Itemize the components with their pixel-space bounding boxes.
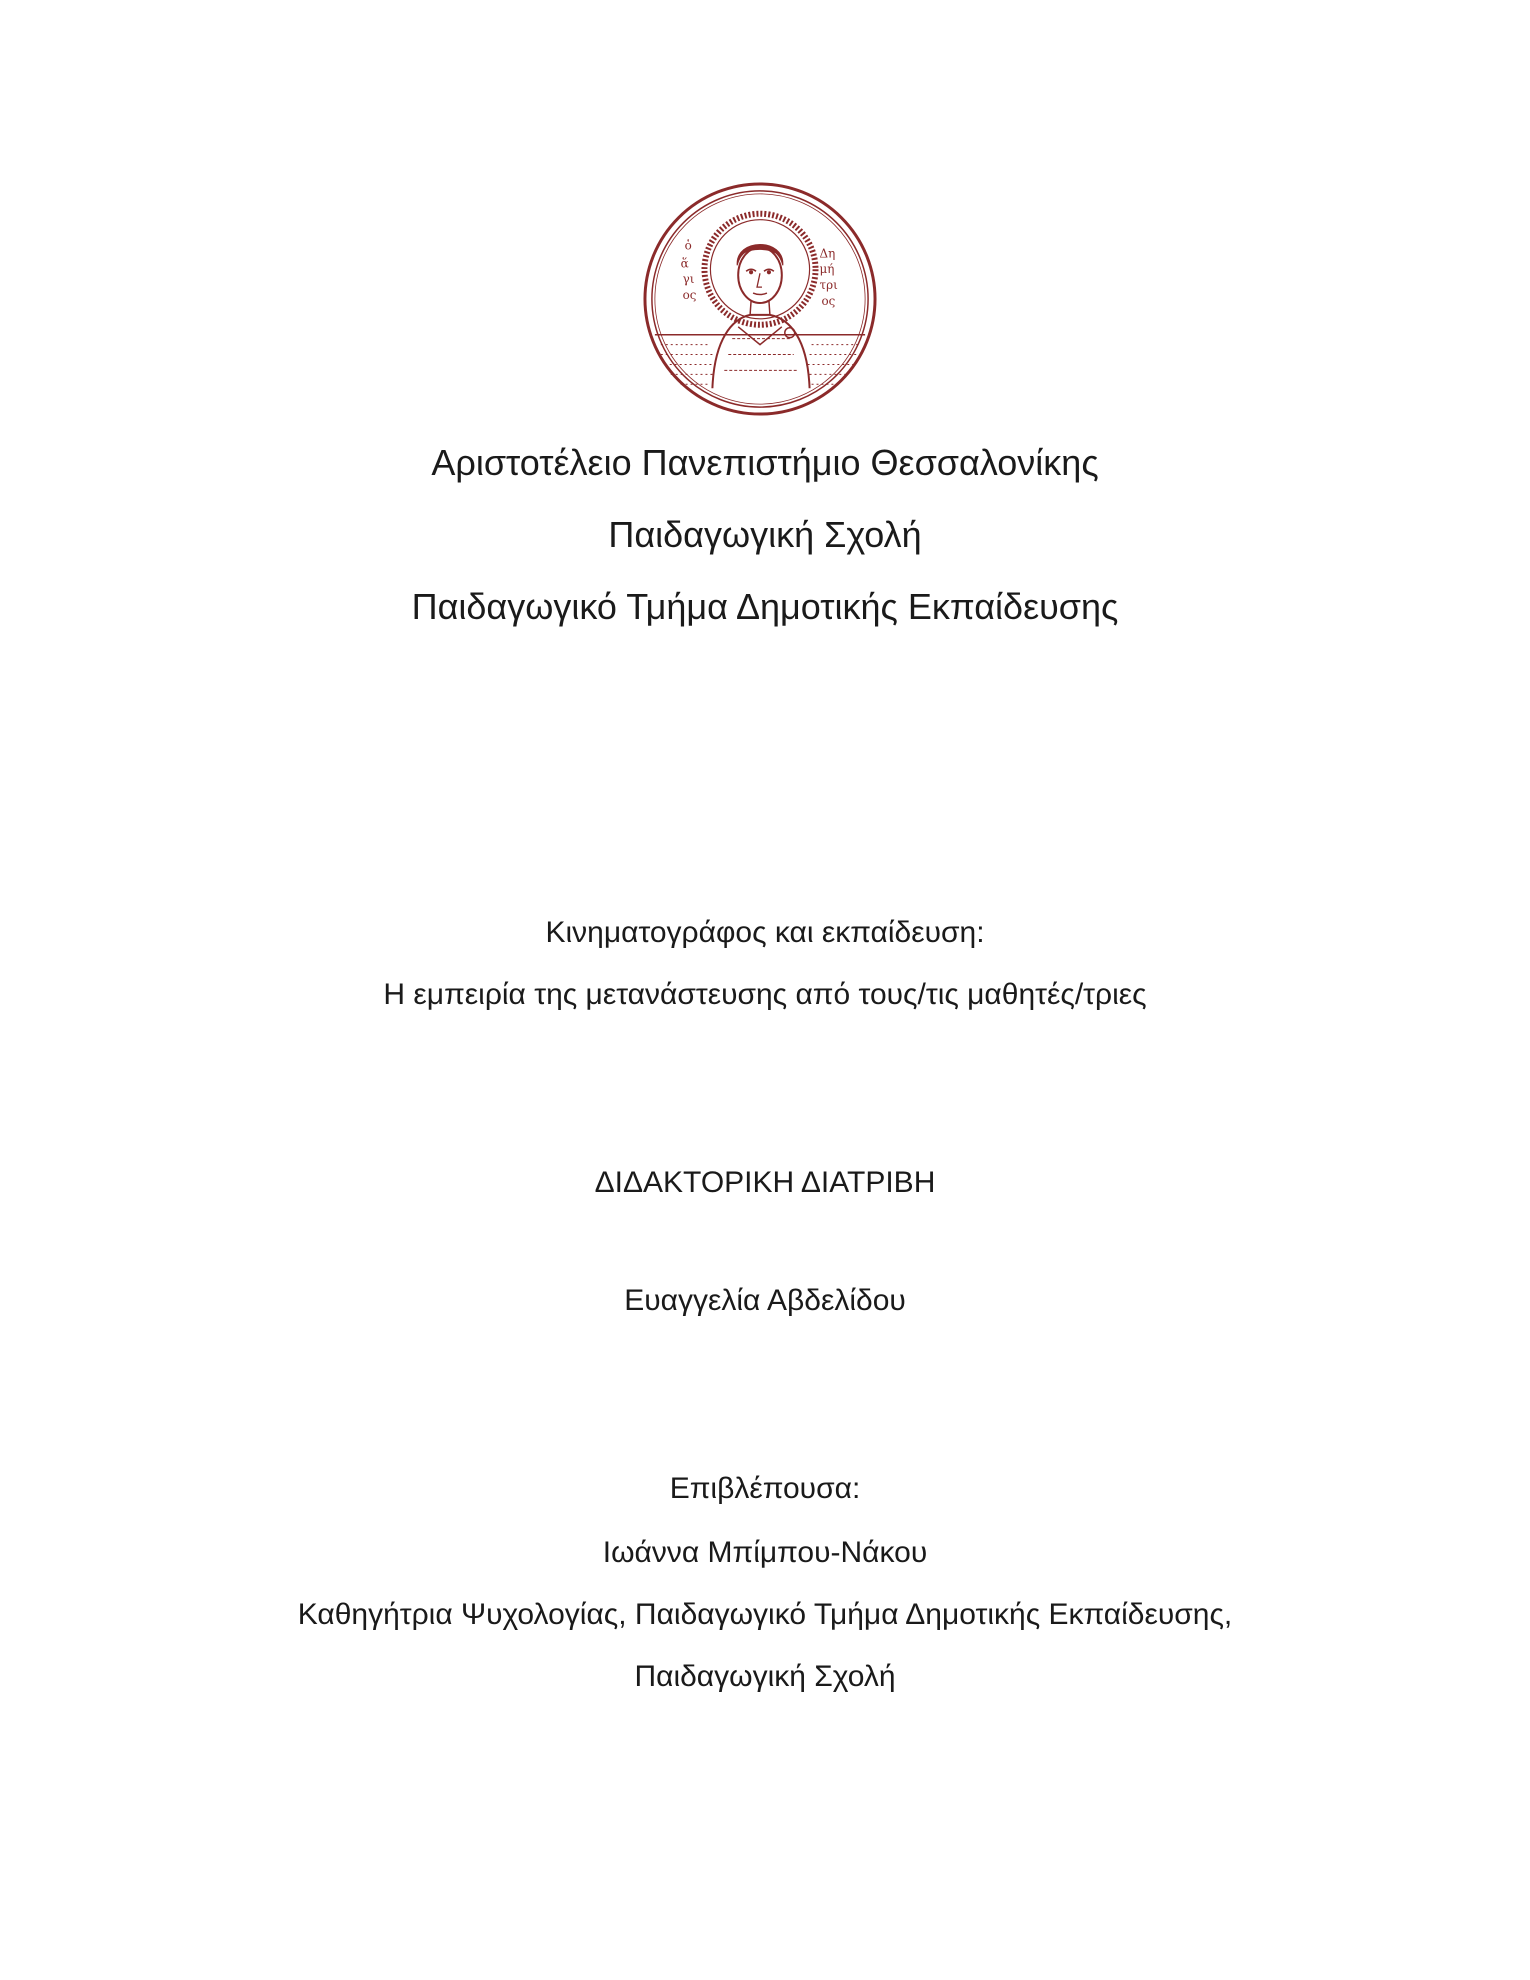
thesis-title-line-2: Η εμπειρία της μετανάστευσης από τους/τις μαθητές/τριες: [383, 978, 1147, 1011]
svg-text:μή: μή: [819, 262, 835, 277]
school-name: Παιδαγωγική Σχολή: [608, 514, 922, 555]
department-name: Παιδαγωγικό Τμήμα Δημοτικής Εκπαίδευσης: [411, 586, 1119, 627]
svg-text:ἅ: ἅ: [680, 256, 689, 271]
svg-text:γι: γι: [682, 272, 695, 287]
svg-text:τρι: τρι: [819, 278, 838, 293]
svg-text:ὁ: ὁ: [684, 238, 692, 253]
university-name: Αριστοτέλειο Πανεπιστήμιο Θεσσαλονίκης: [431, 442, 1099, 483]
supervisor-position: Καθηγήτρια Ψυχολογίας, Παιδαγωγικό Τμήμα Δημοτικής Εκπαίδευσης,: [297, 1598, 1233, 1631]
supervisor-label: Επιβλέπουσα:: [669, 1472, 861, 1505]
svg-text:ος: ος: [682, 288, 697, 302]
supervisor-school: Παιδαγωγική Σχολή: [634, 1660, 896, 1693]
thesis-title-line-1: Κινηματογράφος και εκπαίδευση:: [545, 916, 985, 949]
author-name: Ευαγγελία Αβδελίδου: [624, 1284, 906, 1317]
svg-text:Δη: Δη: [819, 246, 836, 261]
thesis-type: ΔΙΔΑΚΤΟΡΙΚΗ ΔΙΑΤΡΙΒΗ: [594, 1166, 936, 1199]
university-seal-icon: [641, 180, 879, 418]
svg-text:ος: ος: [821, 293, 836, 308]
supervisor-name: Ιωάννα Μπίμπου-Νάκου: [602, 1536, 928, 1569]
